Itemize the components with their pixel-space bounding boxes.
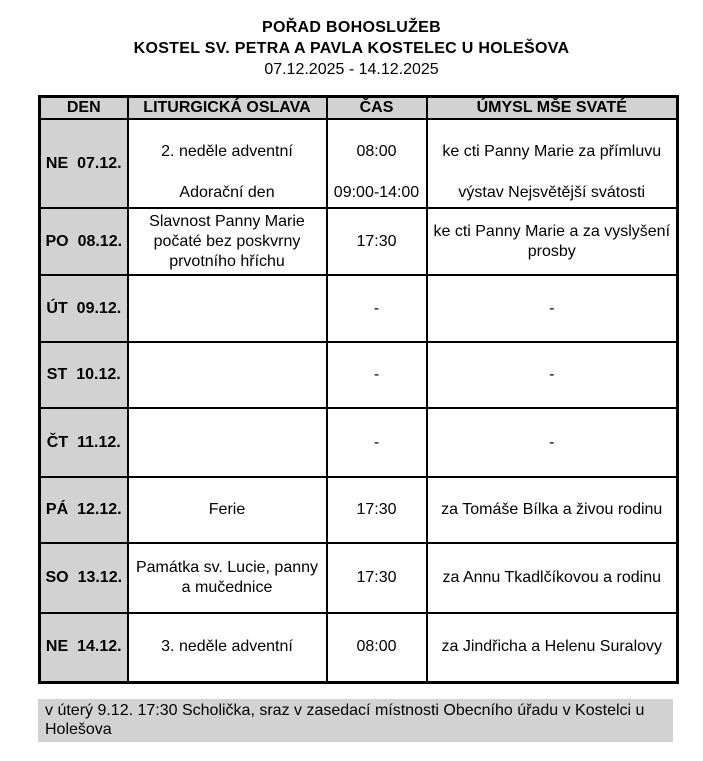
column-header-den: DEN (40, 97, 128, 120)
celebration-cell (128, 342, 327, 408)
celebration-cell: Slavnost Panny Marie počaté bez poskvrny prvotního hříchu (128, 208, 327, 275)
day-date: 14.12. (77, 638, 122, 656)
intention-cell: - (427, 342, 678, 408)
intention-line-1: ke cti Panny Marie za přímluvu (442, 143, 662, 160)
day-date: 07.12. (77, 154, 122, 172)
day-cell (40, 119, 128, 208)
time-cell: - (327, 342, 427, 408)
day-abbr: ÚT (46, 299, 68, 317)
intention-cell: - (427, 408, 678, 477)
celebration-line-1: 2. neděle adventní (161, 143, 293, 160)
column-header-liturgicka-oslava: LITURGICKÁ OSLAVA (128, 97, 327, 120)
time-cell: 17:30 (327, 208, 427, 275)
day-date: 12.12. (77, 501, 122, 518)
church-name: KOSTEL SV. PETRA A PAVLA KOSTELEC U HOLEŠOVA (133, 40, 570, 57)
intention-cell (427, 119, 678, 208)
time-cell: - (327, 275, 427, 342)
celebration-cell: 3. neděle adventní (128, 613, 327, 682)
time-line-2: 09:00-14:00 (333, 184, 420, 201)
table-row-ct-11-12 (40, 408, 678, 477)
table-row-so-13-12 (40, 543, 678, 613)
day-abbr: PÁ (45, 501, 69, 518)
day-date: 11.12. (77, 433, 121, 451)
time-cell (327, 119, 427, 208)
footer-note: v úterý 9.12. 17:30 Scholička, sraz v zasedací místnosti Obecního úřadu v Kostelci u Holešova (38, 699, 673, 742)
intention-cell: za Tomáše Bílka a živou rodinu (427, 477, 678, 543)
intention-cell: - (427, 275, 678, 342)
table-row-po-08-12 (40, 208, 678, 275)
day-cell (40, 208, 128, 275)
table-row-ne-14-12 (40, 613, 678, 682)
day-cell (40, 477, 128, 543)
document-header (0, 0, 703, 80)
day-cell (40, 275, 128, 342)
celebration-cell (128, 275, 327, 342)
schedule-table (38, 95, 679, 684)
table-row-pa-12-12 (40, 477, 678, 543)
celebration-line-2: Adorační den (179, 184, 275, 201)
day-date: 09.12. (76, 299, 122, 317)
celebration-cell: Ferie (128, 477, 327, 543)
day-date: 10.12. (76, 366, 121, 383)
day-cell (40, 342, 128, 408)
intention-cell: za Annu Tkadlčíkovou a rodinu (427, 543, 678, 613)
day-abbr: NE (45, 638, 69, 656)
column-header-cas: ČAS (327, 97, 427, 120)
time-cell: 17:30 (327, 477, 427, 543)
celebration-cell (128, 408, 327, 477)
day-cell (40, 613, 128, 682)
date-range: 07.12.2025 - 14.12.2025 (264, 61, 439, 78)
day-abbr: SO (45, 569, 69, 586)
time-line-1: 08:00 (356, 143, 397, 160)
day-abbr: NE (45, 154, 69, 172)
column-header-umysl: ÚMYSL MŠE SVATÉ (427, 97, 678, 120)
day-abbr: ČT (46, 433, 69, 451)
page-title: POŘAD BOHOSLUŽEB (261, 19, 442, 36)
day-abbr: PO (45, 232, 69, 250)
table-row-ut-09-12 (40, 275, 678, 342)
table-header-row (40, 97, 678, 120)
time-cell: 17:30 (327, 543, 427, 613)
time-cell: - (327, 408, 427, 477)
celebration-cell (128, 119, 327, 208)
intention-cell: ke cti Panny Marie a za vyslyšení prosby (427, 208, 678, 275)
intention-cell: za Jindřicha a Helenu Suralovy (427, 613, 678, 682)
table-row-st-10-12 (40, 342, 678, 408)
time-cell: 08:00 (327, 613, 427, 682)
day-date: 08.12. (77, 232, 123, 250)
day-cell (40, 408, 128, 477)
intention-line-2: výstav Nejsvětější svátosti (458, 184, 646, 201)
day-abbr: ST (46, 366, 68, 383)
day-date: 13.12. (77, 569, 123, 586)
celebration-cell: Památka sv. Lucie, panny a mučednice (128, 543, 327, 613)
day-cell (40, 543, 128, 613)
table-row-ne-07-12 (40, 119, 678, 208)
